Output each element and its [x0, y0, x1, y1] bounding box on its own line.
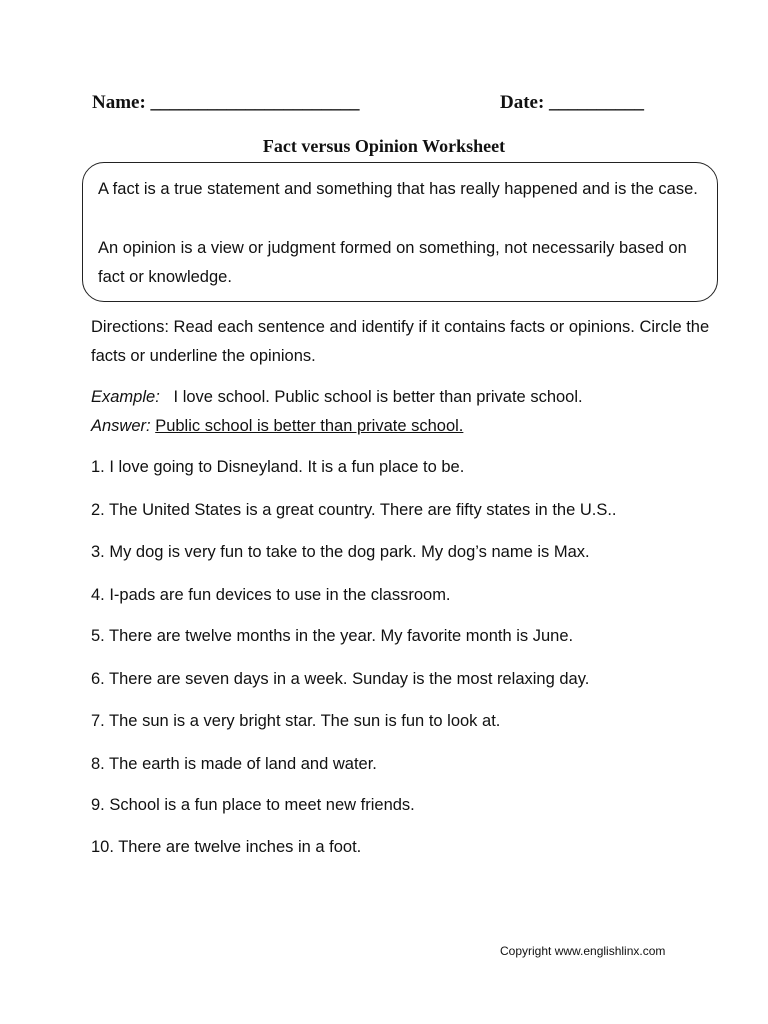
opinion-definition: An opinion is a view or judgment formed on something, not necessarily based on fact or knowledge. [98, 239, 687, 286]
question-item: 6. There are seven days in a week. Sunday is the most relaxing day. [91, 670, 590, 688]
example-label: Example: [91, 388, 160, 406]
question-item: 1. I love going to Disneyland. It is a fun place to be. [91, 458, 465, 476]
worksheet-title: Fact versus Opinion Worksheet [262, 136, 506, 156]
date-field-label: Date: __________ [500, 92, 645, 113]
answer-text: Public school is better than private school. [155, 417, 464, 435]
example-line [91, 388, 583, 407]
name-field-label: Name: ______________________ [92, 92, 360, 113]
question-item: 10. There are twelve inches in a foot. [91, 838, 362, 856]
question-item: 4. I-pads are fun devices to use in the classroom. [91, 586, 451, 604]
question-item: 3. My dog is very fun to take to the dog park. My dog’s name is Max. [91, 543, 590, 561]
copyright-footer: Copyright www.englishlinx.com [500, 944, 666, 958]
answer-line [91, 417, 463, 436]
fact-definition: A fact is a true statement and something that has really happened and is the case. [98, 180, 698, 198]
answer-label: Answer: [91, 417, 151, 435]
example-text: I love school. Public school is better than private school. [173, 388, 583, 406]
question-item: 7. The sun is a very bright star. The sun is fun to look at. [91, 712, 501, 730]
question-item: 5. There are twelve months in the year. My favorite month is June. [91, 627, 574, 645]
question-item: 9. School is a fun place to meet new friends. [91, 796, 415, 814]
question-item: 8. The earth is made of land and water. [91, 755, 377, 773]
question-item: 2. The United States is a great country. There are fifty states in the U.S.. [91, 501, 617, 519]
directions-text: Directions: Read each sentence and identify if it contains facts or opinions. Circle the facts or underline the opinions. [91, 318, 710, 365]
